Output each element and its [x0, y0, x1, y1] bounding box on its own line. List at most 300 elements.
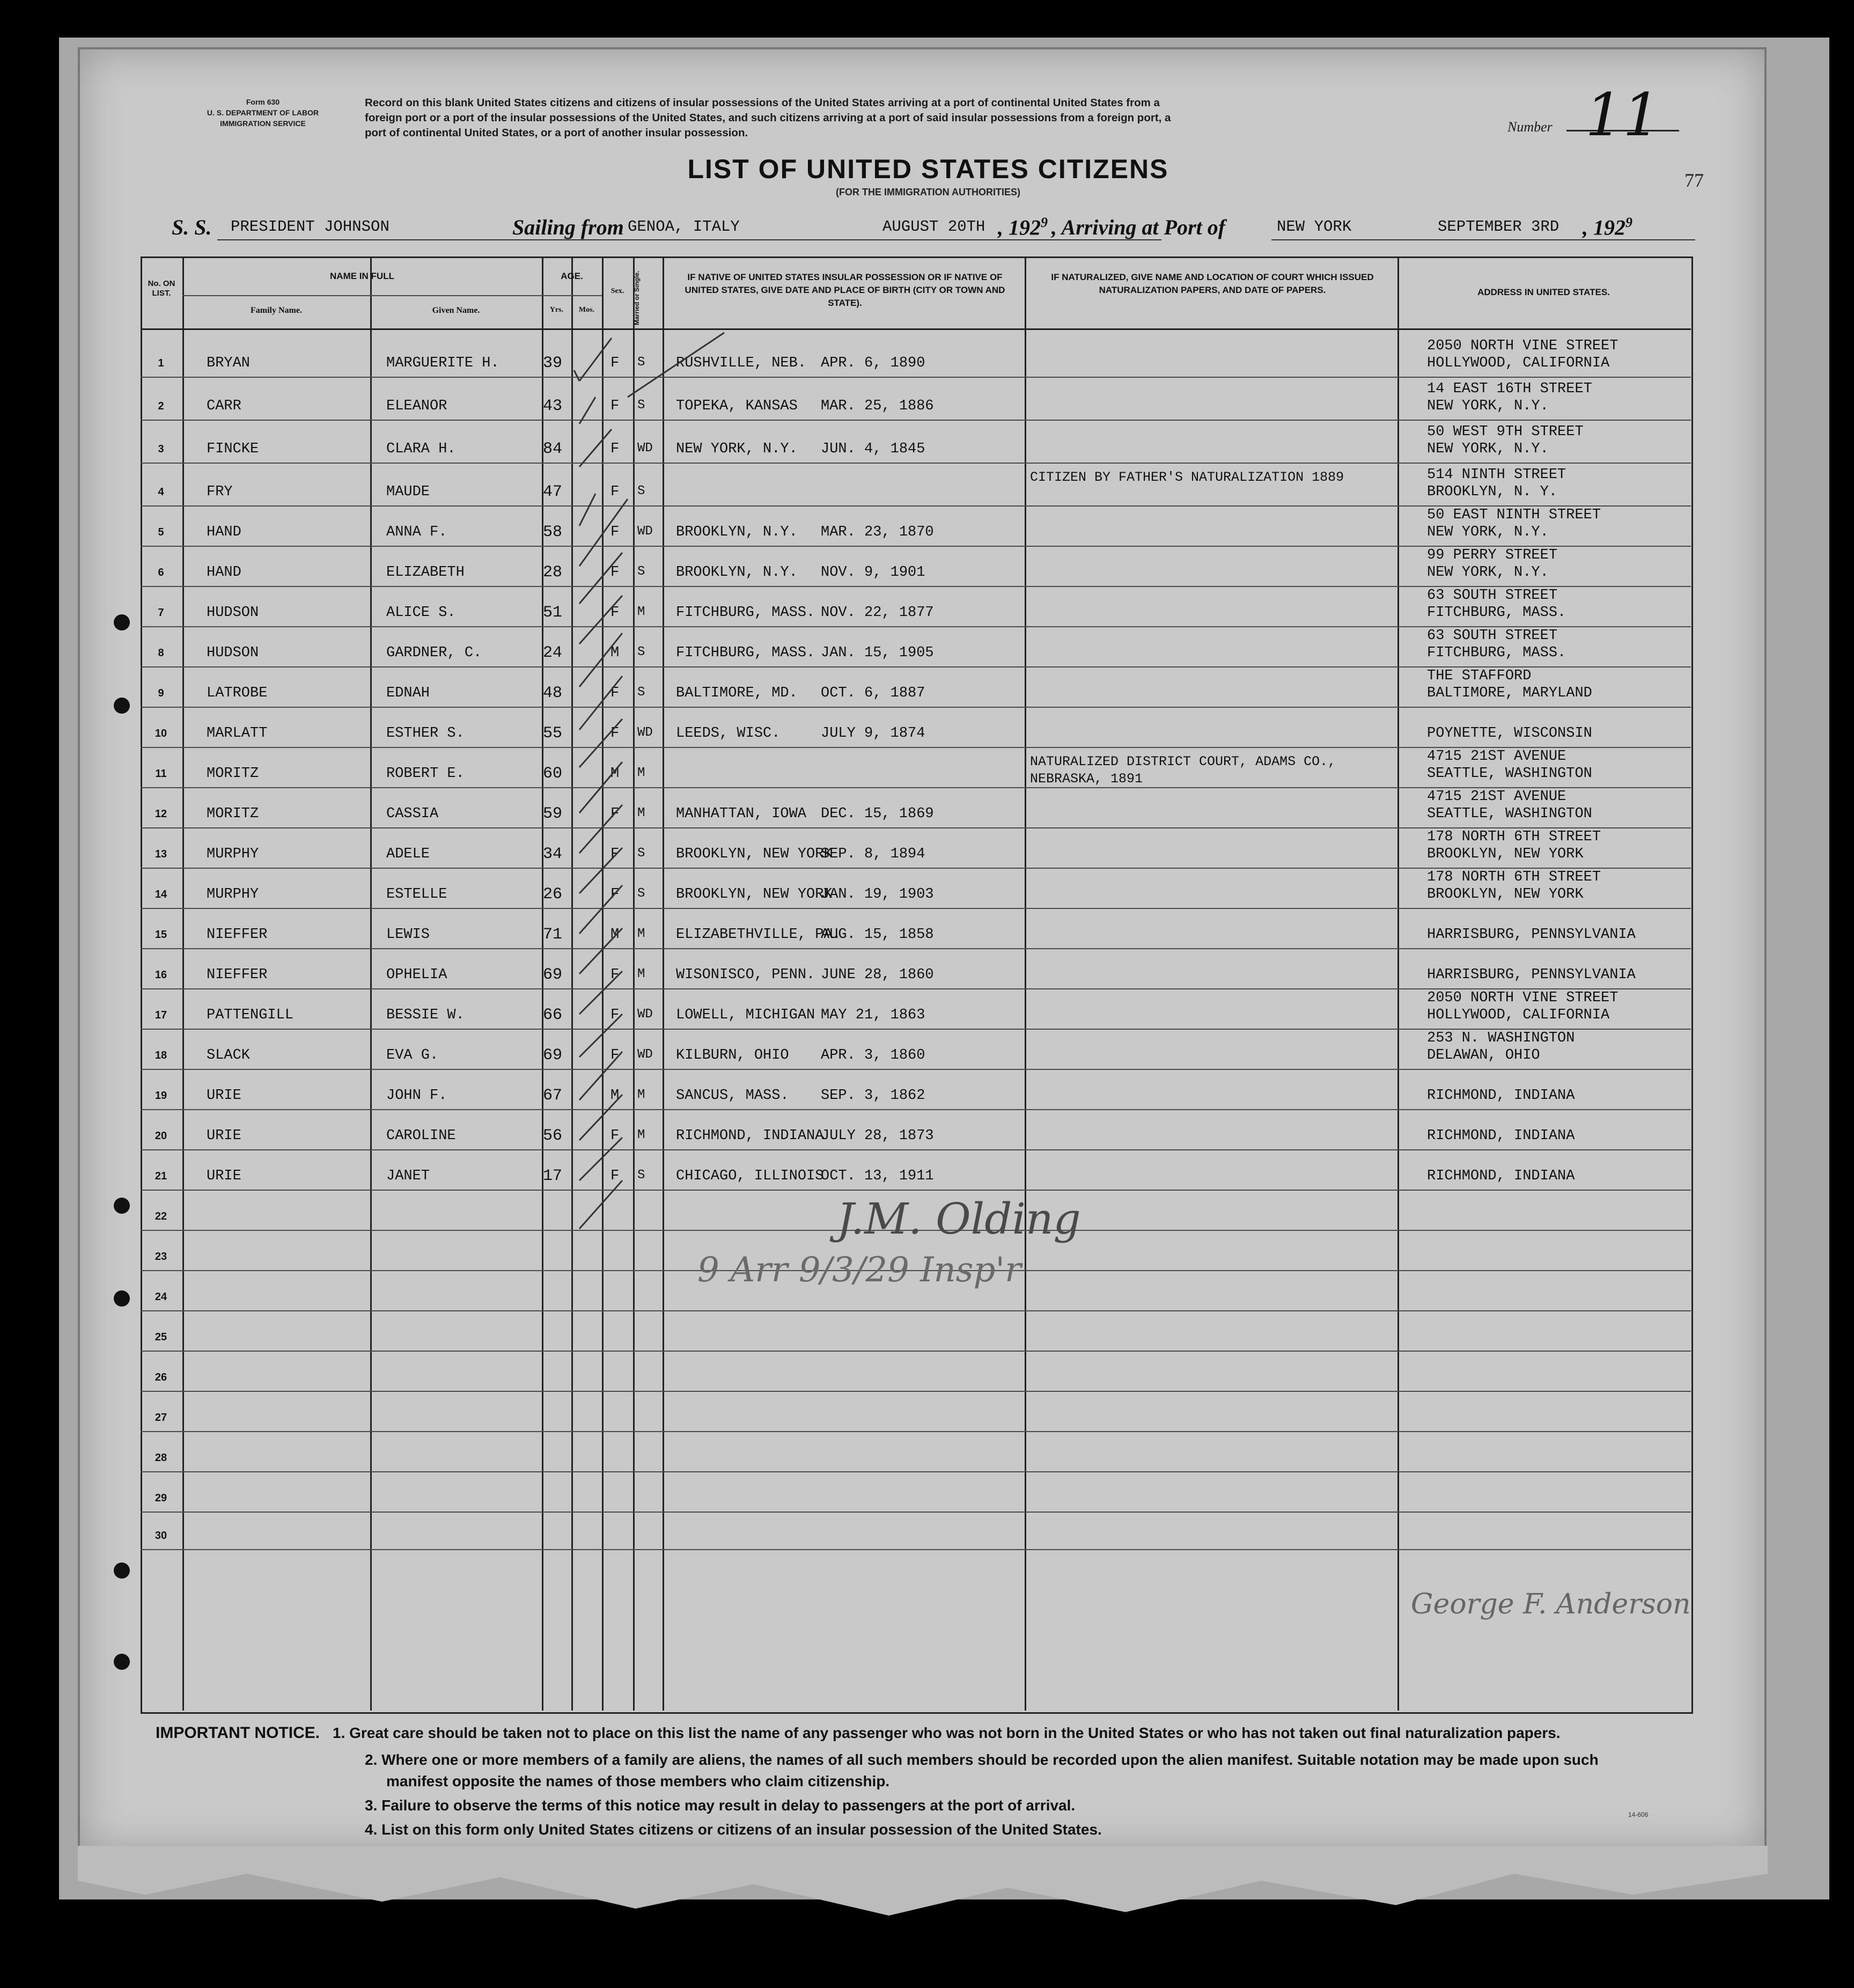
- header-address: ADDRESS IN UNITED STATES.: [1477, 287, 1610, 297]
- row-number: 12: [154, 808, 167, 820]
- given-name: ALICE S.: [386, 605, 456, 621]
- row-number: 6: [158, 567, 164, 578]
- address-line-2: HARRISBURG, PENNSYLVANIA: [1427, 927, 1636, 943]
- marital-status: M: [637, 1128, 645, 1142]
- row-rule: [141, 1109, 1691, 1110]
- row-number: 23: [154, 1251, 167, 1263]
- age-years: 67: [543, 1087, 563, 1105]
- age-years: 34: [543, 845, 563, 863]
- marital-status: S: [637, 846, 645, 861]
- sex: F: [610, 1168, 620, 1184]
- address-line-2: FITCHBURG, MASS.: [1427, 645, 1566, 661]
- row-rule: [141, 747, 1691, 748]
- tick-mark: [579, 719, 622, 767]
- birth-place: KILBURN, OHIO: [676, 1047, 789, 1063]
- birth-place: RUSHVILLE, NEB.: [676, 355, 807, 371]
- tick-mark: [579, 1052, 622, 1100]
- marital-status: S: [637, 1168, 645, 1183]
- row-number: 29: [154, 1492, 167, 1504]
- naturalization-info: CITIZEN BY FATHER'S NATURALIZATION 1889: [1030, 470, 1344, 485]
- row-rule: [141, 1471, 1691, 1472]
- form-identifier: [182, 97, 343, 129]
- tick-mark: [579, 1014, 622, 1057]
- col-divider-family: [370, 256, 372, 1711]
- marital-status: S: [637, 564, 645, 579]
- address-line-1: 253 N. WASHINGTON: [1427, 1030, 1575, 1046]
- address-line-2: SEATTLE, WASHINGTON: [1427, 766, 1592, 782]
- birth-date: JULY 28, 1873: [821, 1128, 934, 1144]
- family-name: MURPHY: [207, 846, 259, 862]
- binder-hole: [114, 614, 130, 630]
- sex: F: [610, 1007, 620, 1023]
- given-name: CLARA H.: [386, 441, 456, 457]
- row-number: 11: [155, 768, 167, 780]
- marital-status: WD: [637, 725, 653, 740]
- birth-date: DEC. 15, 1869: [821, 806, 934, 822]
- marital-status: M: [637, 927, 645, 941]
- birth-place: FITCHBURG, MASS.: [676, 645, 815, 661]
- form-code: 14-606: [1628, 1811, 1649, 1818]
- sex: F: [610, 398, 620, 414]
- tick-mark: [579, 762, 622, 813]
- age-years: 56: [543, 1127, 563, 1145]
- marital-status: S: [637, 685, 645, 700]
- family-name: HUDSON: [207, 645, 259, 661]
- address-line-2: RICHMOND, INDIANA: [1427, 1168, 1575, 1184]
- row-rule: [141, 420, 1691, 421]
- number-label: Number: [1507, 119, 1553, 135]
- row-number: 15: [154, 929, 167, 941]
- row-rule: [141, 586, 1691, 587]
- age-years: 55: [543, 724, 563, 743]
- sex: F: [610, 605, 620, 621]
- family-name: HUDSON: [207, 605, 259, 621]
- sail-date: AUGUST 20TH: [882, 218, 985, 236]
- tick-mark: [579, 397, 595, 424]
- row-number: 25: [154, 1331, 167, 1343]
- address-line-2: BROOKLYN, NEW YORK: [1427, 846, 1584, 862]
- arrival-year-prefix: , 192: [1583, 215, 1625, 240]
- marital-status: S: [637, 645, 645, 659]
- row-number: 1: [158, 357, 164, 369]
- sex: F: [610, 846, 620, 862]
- birth-date: APR. 3, 1860: [821, 1047, 925, 1063]
- address-line-2: HOLLYWOOD, CALIFORNIA: [1427, 1007, 1610, 1023]
- given-name: JOHN F.: [386, 1088, 447, 1104]
- given-name: BESSIE W.: [386, 1007, 465, 1023]
- row-rule: [141, 948, 1691, 949]
- birth-date: MAR. 25, 1886: [821, 398, 934, 414]
- row-rule: [141, 1190, 1691, 1191]
- row-number: 20: [154, 1130, 167, 1142]
- family-name: FRY: [207, 484, 233, 500]
- family-name: NIEFFER: [207, 927, 268, 943]
- arrival-year-suffix: 9: [1625, 215, 1632, 230]
- notice-item-4: 4. List on this form only United States citizens or citizens of an insular possession of the United States.: [365, 1821, 1102, 1838]
- naturalization-info: NATURALIZED DISTRICT COURT, ADAMS CO., NEBRASKA, 1891: [1030, 754, 1336, 787]
- header-bottom-rule: [141, 328, 1691, 330]
- row-rule: [141, 666, 1691, 667]
- family-name: SLACK: [207, 1047, 251, 1063]
- given-name: CASSIA: [386, 806, 439, 822]
- age-years: 24: [543, 644, 563, 662]
- row-rule: [141, 546, 1691, 547]
- sex: M: [610, 1088, 620, 1104]
- family-name: MURPHY: [207, 886, 259, 903]
- notice-item-3: 3. Failure to observe the terms of this notice may result in delay to passengers at the port of arrival.: [365, 1797, 1076, 1814]
- birth-date: MAR. 23, 1870: [821, 524, 934, 540]
- tick-mark: [579, 1180, 622, 1229]
- row-number: 9: [158, 687, 164, 699]
- row-rule: [141, 868, 1691, 869]
- ss-label: S. S.: [172, 215, 212, 239]
- address-line-2: FITCHBURG, MASS.: [1427, 605, 1566, 621]
- sex: F: [610, 806, 620, 822]
- voyage-line: [156, 215, 1684, 247]
- family-name: MARLATT: [207, 725, 268, 742]
- header-given-name: Given Name.: [432, 306, 480, 315]
- family-name: URIE: [207, 1088, 241, 1104]
- department-name: U. S. DEPARTMENT OF LABOR: [207, 108, 319, 117]
- row-rule: [141, 1069, 1691, 1070]
- birth-place: TOPEKA, KANSAS: [676, 398, 798, 414]
- address-line-2: POYNETTE, WISCONSIN: [1427, 725, 1592, 742]
- birth-date: OCT. 6, 1887: [821, 685, 925, 701]
- record-instructions: [365, 96, 1427, 141]
- given-name: LEWIS: [386, 927, 430, 943]
- address-line-2: NEW YORK, N.Y.: [1427, 564, 1549, 581]
- notice-label: IMPORTANT NOTICE.: [156, 1724, 320, 1742]
- given-name: ESTHER S.: [386, 725, 465, 742]
- row-rule: [141, 1310, 1691, 1311]
- check-marks: [563, 322, 767, 1266]
- row-rule: [141, 1149, 1691, 1150]
- birth-place: NEW YORK, N.Y.: [676, 441, 798, 457]
- age-header-rule: [542, 295, 602, 296]
- given-name: GARDNER, C.: [386, 645, 482, 661]
- tick-mark: [579, 928, 622, 974]
- row-rule: [141, 505, 1691, 507]
- given-name: ADELE: [386, 846, 430, 862]
- row-rule: [141, 377, 1691, 378]
- header-age: AGE.: [561, 271, 583, 281]
- family-name: BRYAN: [207, 355, 251, 371]
- sex: F: [610, 685, 620, 701]
- tick-mark: [579, 1095, 622, 1140]
- row-number: 28: [154, 1452, 167, 1464]
- row-number: 22: [154, 1211, 167, 1222]
- page-number: 77: [1684, 170, 1704, 191]
- age-years: 84: [543, 440, 563, 458]
- birth-place: SANCUS, MASS.: [676, 1088, 789, 1104]
- birth-place: BROOKLYN, N.Y.: [676, 524, 798, 540]
- header-married-single: Married or Single.: [633, 270, 641, 325]
- address-line-1: 514 NINTH STREET: [1427, 467, 1566, 483]
- tick-mark: [579, 633, 622, 687]
- sex: M: [610, 766, 620, 782]
- age-years: 48: [543, 684, 563, 702]
- age-years: 60: [543, 765, 563, 783]
- marital-status: M: [637, 766, 645, 780]
- row-number: 26: [154, 1371, 167, 1383]
- binder-hole: [114, 1198, 130, 1214]
- header-sex: Sex.: [610, 287, 624, 295]
- age-years: 26: [543, 885, 563, 904]
- address-line-1: 50 EAST NINTH STREET: [1427, 507, 1601, 523]
- address-line-2: RICHMOND, INDIANA: [1427, 1088, 1575, 1104]
- binder-hole: [114, 1562, 130, 1579]
- header-birth-place: IF NATIVE OF UNITED STATES INSULAR POSSESSION OR IF NATIVE OF UNITED STATES, GIVE DATE AND PLACE OF BIRTH (CITY OR TOWN AND STATE).: [685, 272, 1005, 308]
- address-line-1: 63 SOUTH STREET: [1427, 588, 1558, 604]
- birth-date: SEP. 8, 1894: [821, 846, 925, 862]
- purser-signature: George F. Anderson: [1411, 1588, 1691, 1620]
- address-line-2: BROOKLYN, N. Y.: [1427, 484, 1558, 500]
- tick-mark: [579, 494, 595, 526]
- family-name: LATROBE: [207, 685, 268, 701]
- row-rule: [141, 463, 1691, 464]
- row-rule: [141, 827, 1691, 828]
- birth-place: RICHMOND, INDIANA: [676, 1128, 824, 1144]
- birth-date: JUN. 4, 1845: [821, 441, 925, 457]
- row-number: 18: [154, 1050, 167, 1061]
- binder-hole: [114, 1654, 130, 1670]
- ship-name: PRESIDENT JOHNSON: [231, 218, 389, 236]
- header-naturalization: IF NATURALIZED, GIVE NAME AND LOCATION OF COURT WHICH ISSUED NATURALIZATION PAPERS, AND DATE OF PAPERS.: [1051, 272, 1374, 295]
- given-name: ELIZABETH: [386, 564, 465, 581]
- record-line-3: port of continental United States, or a port of another insular possession.: [365, 127, 748, 139]
- age-years: 17: [543, 1167, 563, 1185]
- age-years: 59: [543, 805, 563, 823]
- birth-place: BALTIMORE, MD.: [676, 685, 798, 701]
- sex: F: [610, 564, 620, 581]
- row-number: 16: [154, 969, 167, 981]
- age-years: 58: [543, 523, 563, 541]
- given-name: ROBERT E.: [386, 766, 465, 782]
- address-line-1: 50 WEST 9TH STREET: [1427, 424, 1584, 440]
- sex: F: [610, 441, 620, 457]
- address-line-2: BALTIMORE, MARYLAND: [1427, 685, 1592, 701]
- tick-mark: [579, 596, 622, 644]
- record-line-1: Record on this blank United States citizens and citizens of insular possessions of the United States arriving at a port of continental United States from a: [365, 97, 1160, 109]
- address-line-2: RICHMOND, INDIANA: [1427, 1128, 1575, 1144]
- page-subtitle: (FOR THE IMMIGRATION AUTHORITIES): [836, 187, 1020, 197]
- handwritten-ticks: [574, 333, 724, 1229]
- row-number: 17: [154, 1009, 167, 1021]
- given-name: EDNAH: [386, 685, 430, 701]
- col-divider-birth: [1025, 256, 1026, 1711]
- sex: F: [610, 886, 620, 903]
- inspection-note: 9 Arr 9/3/29 Insp'r: [697, 1250, 1021, 1290]
- marital-status: WD: [637, 1007, 653, 1022]
- age-years: 69: [543, 966, 563, 984]
- marital-status: S: [637, 398, 645, 413]
- family-name: URIE: [207, 1128, 241, 1144]
- row-rule: [141, 1029, 1691, 1030]
- header-mos: Mos.: [578, 306, 595, 314]
- birth-place: BROOKLYN, NEW YORK: [676, 886, 833, 903]
- birth-place: FITCHBURG, MASS.: [676, 605, 815, 621]
- address-line-1: 178 NORTH 6TH STREET: [1427, 829, 1601, 845]
- age-years: 47: [543, 483, 563, 501]
- tick-mark: [579, 1138, 622, 1180]
- address-line-1: 178 NORTH 6TH STREET: [1427, 869, 1601, 885]
- birth-date: JULY 9, 1874: [821, 725, 925, 742]
- row-number: 13: [154, 848, 167, 860]
- tick-mark: [579, 676, 622, 730]
- given-name: ANNA F.: [386, 524, 447, 540]
- sex: F: [610, 355, 620, 371]
- given-name: MARGUERITE H.: [386, 355, 499, 371]
- marital-status: WD: [637, 441, 653, 456]
- address-line-2: NEW YORK, N.Y.: [1427, 441, 1549, 457]
- address-line-1: 14 EAST 16TH STREET: [1427, 381, 1592, 397]
- tick-mark: [579, 805, 622, 853]
- family-name: MORITZ: [207, 766, 259, 782]
- given-name: MAUDE: [386, 484, 430, 500]
- row-rule: [141, 1391, 1691, 1392]
- address-line-2: NEW YORK, N.Y.: [1427, 524, 1549, 540]
- row-number: 30: [154, 1530, 167, 1542]
- row-rule: [141, 707, 1691, 708]
- header-yrs: Yrs.: [549, 306, 564, 314]
- given-name: ESTELLE: [386, 886, 447, 903]
- marital-status: M: [637, 967, 645, 981]
- marital-status: M: [637, 1088, 645, 1102]
- sex: M: [610, 927, 620, 943]
- tick-mark: [574, 338, 612, 381]
- row-rule: [141, 908, 1691, 909]
- row-rule: [141, 1549, 1691, 1550]
- family-name: PATTENGILL: [207, 1007, 294, 1023]
- marital-status: WD: [637, 524, 653, 539]
- row-number: 5: [158, 526, 164, 538]
- row-rule: [141, 1351, 1691, 1352]
- arrival-date: SEPTEMBER 3RD: [1438, 218, 1559, 236]
- marital-status: WD: [637, 1047, 653, 1062]
- address-line-2: HOLLYWOOD, CALIFORNIA: [1427, 355, 1610, 371]
- row-rule: [141, 1431, 1691, 1432]
- address-line-2: SEATTLE, WASHINGTON: [1427, 806, 1592, 822]
- row-number: 14: [154, 889, 167, 900]
- address-line-1: 4715 21ST AVENUE: [1427, 749, 1566, 765]
- row-number: 19: [154, 1090, 167, 1102]
- sail-year: [998, 215, 1048, 240]
- birth-place: MANHATTAN, IOWA: [676, 806, 807, 822]
- family-name: MORITZ: [207, 806, 259, 822]
- row-number: 4: [158, 486, 164, 498]
- birth-place: LOWELL, MICHIGAN: [676, 1007, 815, 1023]
- arrival-port: NEW YORK: [1277, 218, 1352, 236]
- family-name: FINCKE: [207, 441, 259, 457]
- sail-year-suffix: 9: [1041, 215, 1048, 230]
- sailing-label: Sailing from: [512, 215, 624, 239]
- address-line-2: DELAWAN, OHIO: [1427, 1047, 1540, 1063]
- address-line-1: 2050 NORTH VINE STREET: [1427, 338, 1618, 354]
- address-line-2: HARRISBURG, PENNSYLVANIA: [1427, 967, 1636, 983]
- birth-place: LEEDS, WISC.: [676, 725, 781, 742]
- birth-date: JAN. 19, 1903: [821, 886, 934, 903]
- address-line-1: 4715 21ST AVENUE: [1427, 789, 1566, 805]
- birth-place: WISONISCO, PENN.: [676, 967, 815, 983]
- marital-status: M: [637, 806, 645, 820]
- given-name: CAROLINE: [386, 1128, 456, 1144]
- given-name: OPHELIA: [386, 967, 447, 983]
- address-line-1: THE STAFFORD: [1427, 668, 1532, 684]
- tick-mark: [579, 971, 622, 1014]
- birth-place: BROOKLYN, NEW YORK: [676, 846, 833, 862]
- list-number: 11: [1585, 80, 1660, 149]
- notice-item-2b: manifest opposite the names of those members who claim citizenship.: [386, 1773, 890, 1789]
- row-number: 7: [158, 607, 164, 619]
- family-name: CARR: [207, 398, 241, 414]
- col-divider-no: [182, 256, 184, 1711]
- inspector-initials: J.M. Olding: [837, 1194, 1081, 1244]
- birth-date: OCT. 13, 1911: [821, 1168, 934, 1184]
- page-title: LIST OF UNITED STATES CITIZENS: [687, 154, 1169, 184]
- age-years: 51: [543, 604, 563, 622]
- sail-year-prefix: , 192: [998, 215, 1041, 240]
- birth-date: NOV. 22, 1877: [821, 605, 934, 621]
- row-number: 27: [154, 1412, 167, 1424]
- sex: F: [610, 725, 620, 742]
- age-years: 28: [543, 563, 563, 582]
- row-number: 3: [158, 443, 164, 455]
- address-line-1: 63 SOUTH STREET: [1427, 628, 1558, 644]
- binder-hole: [114, 698, 130, 714]
- marital-status: S: [637, 355, 645, 370]
- row-number: 2: [158, 400, 164, 412]
- family-name: NIEFFER: [207, 967, 268, 983]
- family-name: HAND: [207, 564, 241, 581]
- row-number: 24: [154, 1291, 167, 1303]
- service-name: IMMIGRATION SERVICE: [220, 119, 306, 128]
- birth-date: JUNE 28, 1860: [821, 967, 934, 983]
- row-rule: [141, 787, 1691, 788]
- age-years: 66: [543, 1006, 563, 1024]
- marital-status: S: [637, 886, 645, 901]
- row-number: 21: [154, 1170, 167, 1182]
- header-name-in-full: NAME IN FULL: [330, 271, 394, 281]
- tick-mark: [579, 885, 622, 934]
- row-rule: [141, 988, 1691, 989]
- birth-date: AUG. 15, 1858: [821, 927, 934, 943]
- sex: F: [610, 1128, 620, 1144]
- row-rule: [141, 1512, 1691, 1513]
- sex: F: [610, 1047, 620, 1063]
- header-no: No. ON LIST.: [148, 279, 175, 298]
- from-port: GENOA, ITALY: [628, 218, 740, 236]
- given-name: ELEANOR: [386, 398, 447, 414]
- address-line-2: BROOKLYN, NEW YORK: [1427, 886, 1584, 903]
- family-name: HAND: [207, 524, 241, 540]
- birth-place: ELIZABETHVILLE, PA.: [676, 927, 841, 943]
- given-name: JANET: [386, 1168, 430, 1184]
- age-years: 71: [543, 926, 563, 944]
- given-name: EVA G.: [386, 1047, 439, 1063]
- tick-mark: [579, 553, 622, 604]
- sex: F: [610, 524, 620, 540]
- age-years: 39: [543, 354, 563, 372]
- age-years: 43: [543, 397, 563, 415]
- birth-date: SEP. 3, 1862: [821, 1088, 925, 1104]
- row-number: 10: [154, 728, 167, 739]
- sex: F: [610, 967, 620, 983]
- address-line-2: NEW YORK, N.Y.: [1427, 398, 1549, 414]
- marital-status: M: [637, 605, 645, 619]
- col-divider-naturalized: [1397, 256, 1399, 1711]
- binder-hole: [114, 1290, 130, 1307]
- birth-date: MAY 21, 1863: [821, 1007, 925, 1023]
